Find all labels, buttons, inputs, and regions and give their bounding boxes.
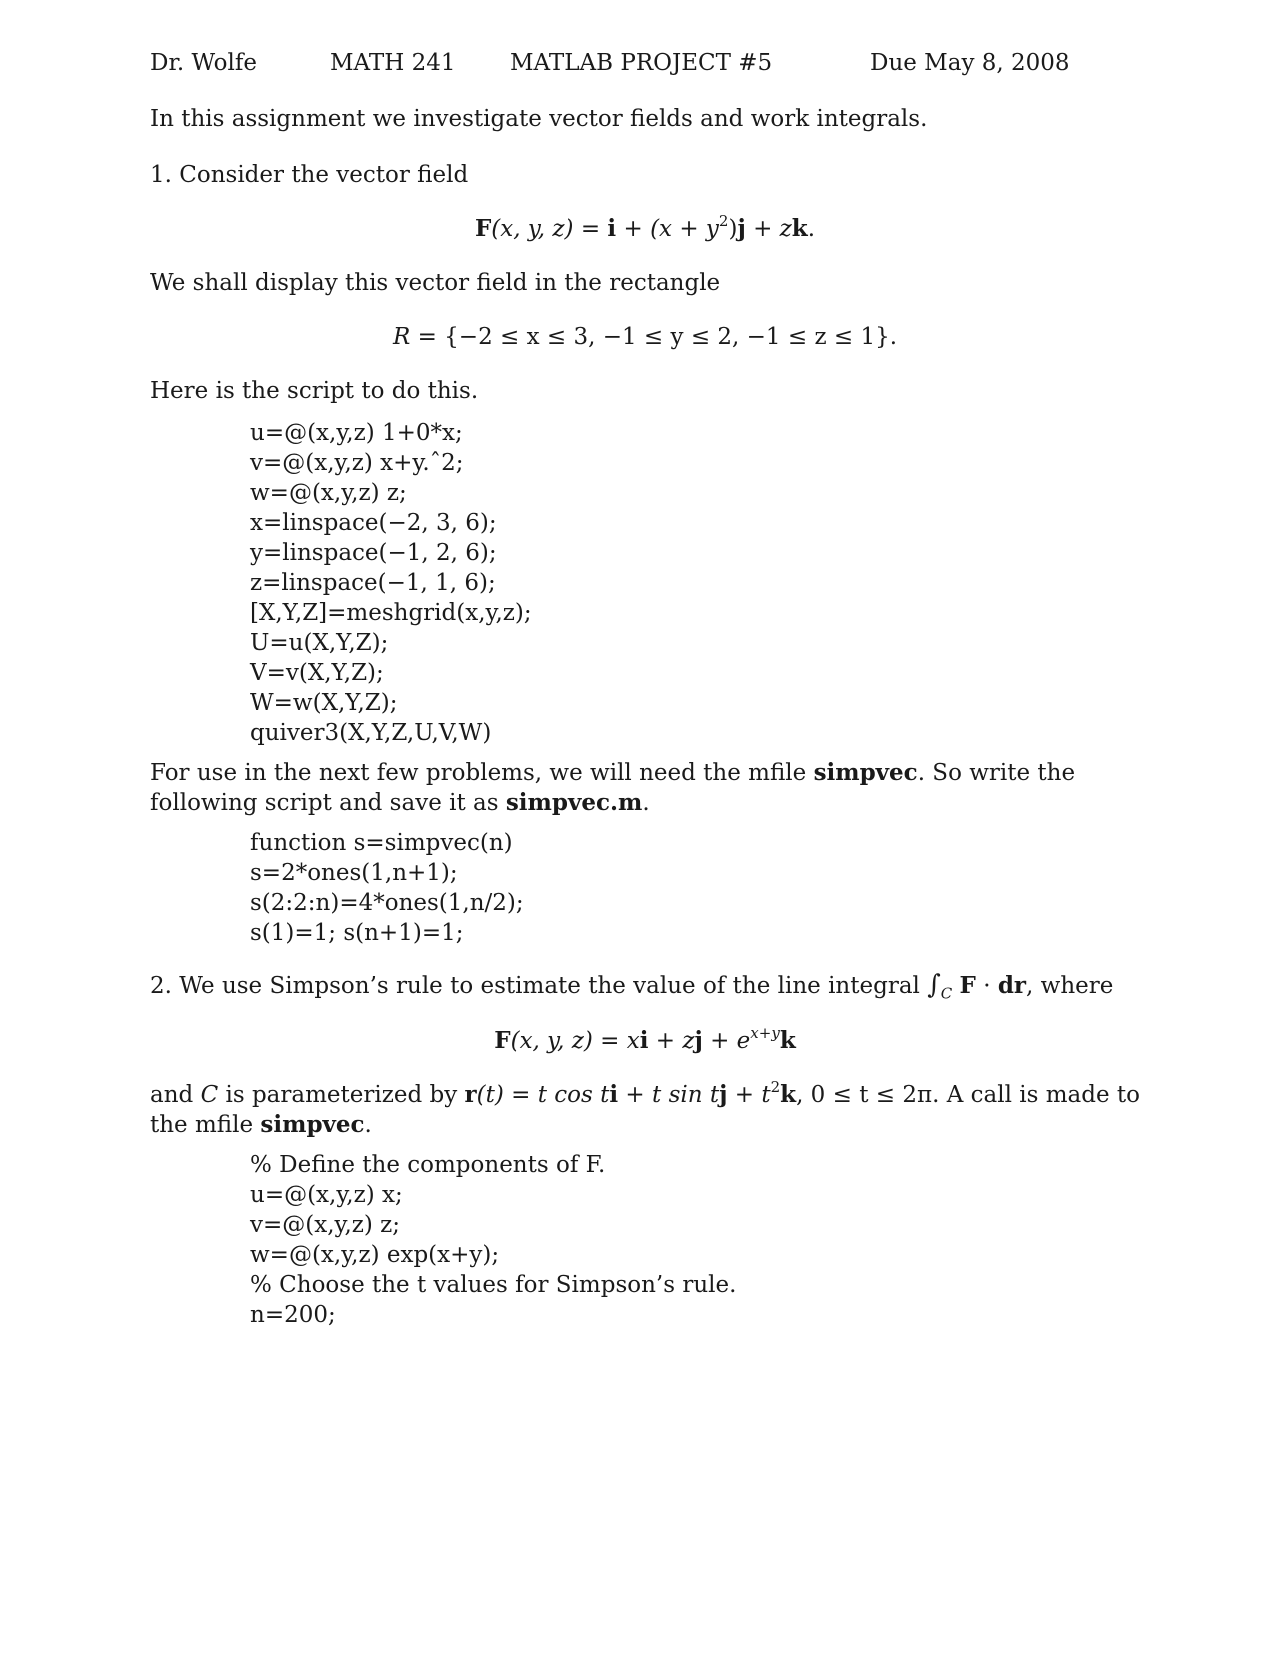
p2-field-i: i [639,1027,649,1054]
code-line: v=@(x,y,z) z; [250,1212,401,1238]
param-end: . [364,1112,372,1138]
code-line: u=@(x,y,z) x; [250,1182,403,1208]
code-block-simpson [250,1150,950,1330]
param-simpvec: simpvec [260,1111,365,1138]
param-j: j [719,1081,728,1108]
code-line: % Choose the t values for Simpson’s rule. [250,1272,737,1298]
param-eq-1: (t) = t cos t [476,1082,610,1108]
code-line: V=v(X,Y,Z); [250,660,384,686]
code-line: w=@(x,y,z) z; [250,480,407,506]
code-block-simpvec [250,828,950,948]
integral-dr: dr [997,972,1027,999]
param-pre: and [150,1082,201,1108]
p2-field-j: j [694,1027,703,1054]
field-j: j [737,215,746,242]
region-equation [150,322,1140,352]
problem-2-lead [150,970,1140,1001]
field-F: F [474,215,492,242]
integral-tail: , where [1026,973,1114,999]
simpvec-text-3: . [642,790,650,816]
p2-field-exponent: x+y [750,1024,780,1043]
display-paragraph: We shall display this vector field in the rectangle [150,270,721,296]
field-mid: + (x + y [616,216,719,242]
problem-2-lead-text: 2. We use Simpson’s rule to estimate the value of the line integral [150,973,928,999]
param-t-squared: 2 [770,1078,781,1097]
p2-field-F: F [494,1027,511,1054]
code-line: s(2:2:n)=4*ones(1,n/2); [250,890,524,916]
code-line: y=linspace(−1, 2, 6); [250,540,497,566]
field-end: . [807,216,816,242]
code-line: function s=simpvec(n) [250,830,513,856]
script-intro: Here is the script to do this. [150,378,479,404]
param-r: r [464,1081,477,1108]
code-block-quiver [250,418,950,748]
problem-1-vector-field-equation [150,214,1140,244]
header-project-title: MATLAB PROJECT #5 [510,50,773,76]
param-C: C [200,1082,219,1108]
parameterization-paragraph [150,1080,1140,1140]
param-range: , 0 ≤ t ≤ 2π. A call is made to the mfile [150,1082,1140,1138]
region-definition: = {−2 ≤ x ≤ 3, −1 ≤ y ≤ 2, −1 ≤ z ≤ 1}. [410,324,898,350]
problem-2-field-equation [150,1026,1140,1056]
p2-field-eq: (x, y, z) = x [510,1028,640,1054]
field-plus-z: + z [745,216,792,242]
intro-paragraph: In this assignment we investigate vector fields and work integrals. [150,106,928,132]
code-line: [X,Y,Z]=meshgrid(x,y,z); [250,600,532,626]
header-due-date: Due May 8, 2008 [870,50,1070,76]
code-line: % Define the components of F. [250,1152,606,1178]
simpvec-filename: simpvec.m [505,789,643,816]
field-i: i [607,215,617,242]
integral-dot: · [975,973,998,999]
p2-field-z: + z [648,1028,695,1054]
simpvec-text-2: . So write the following script and save it as [150,760,1076,816]
code-line: z=linspace(−1, 1, 6); [250,570,496,596]
p2-field-e: + e [702,1028,751,1054]
page-header [150,48,1140,78]
code-line: s=2*ones(1,n+1); [250,860,458,886]
integral-F: F [959,972,976,999]
code-line: x=linspace(−2, 3, 6); [250,510,497,536]
param-eq-2: + t sin t [618,1082,720,1108]
code-line: n=200; [250,1302,336,1328]
field-args: (x, y, z) = [491,216,608,242]
simpvec-name: simpvec [813,759,918,786]
simpvec-text-1: For use in the next few problems, we will need the mfile [150,760,814,786]
param-k: k [780,1081,797,1108]
problem-1-lead: 1. Consider the vector field [150,162,469,188]
region-R: R [392,324,411,350]
param-eq-3: + t [727,1082,771,1108]
field-exponent: 2 [718,212,729,231]
simpvec-paragraph [150,758,1140,818]
code-line: v=@(x,y,z) x+y.ˆ2; [250,450,464,476]
field-k: k [791,215,808,242]
header-course: MATH 241 [330,50,456,76]
code-line: W=w(X,Y,Z); [250,690,398,716]
integral-sign: ∫ [927,970,941,1000]
header-author: Dr. Wolfe [150,50,257,76]
code-line: u=@(x,y,z) 1+0*x; [250,420,463,446]
code-line: s(1)=1; s(n+1)=1; [250,920,464,946]
code-line: w=@(x,y,z) exp(x+y); [250,1242,500,1268]
p2-field-k: k [779,1027,796,1054]
integral-subscript: C [940,984,953,1003]
code-line: quiver3(X,Y,Z,U,V,W) [250,720,492,746]
code-line: U=u(X,Y,Z); [250,630,389,656]
param-i: i [609,1081,619,1108]
field-j-pre: ) [728,216,738,242]
param-mid: is parameterized by [218,1082,465,1108]
